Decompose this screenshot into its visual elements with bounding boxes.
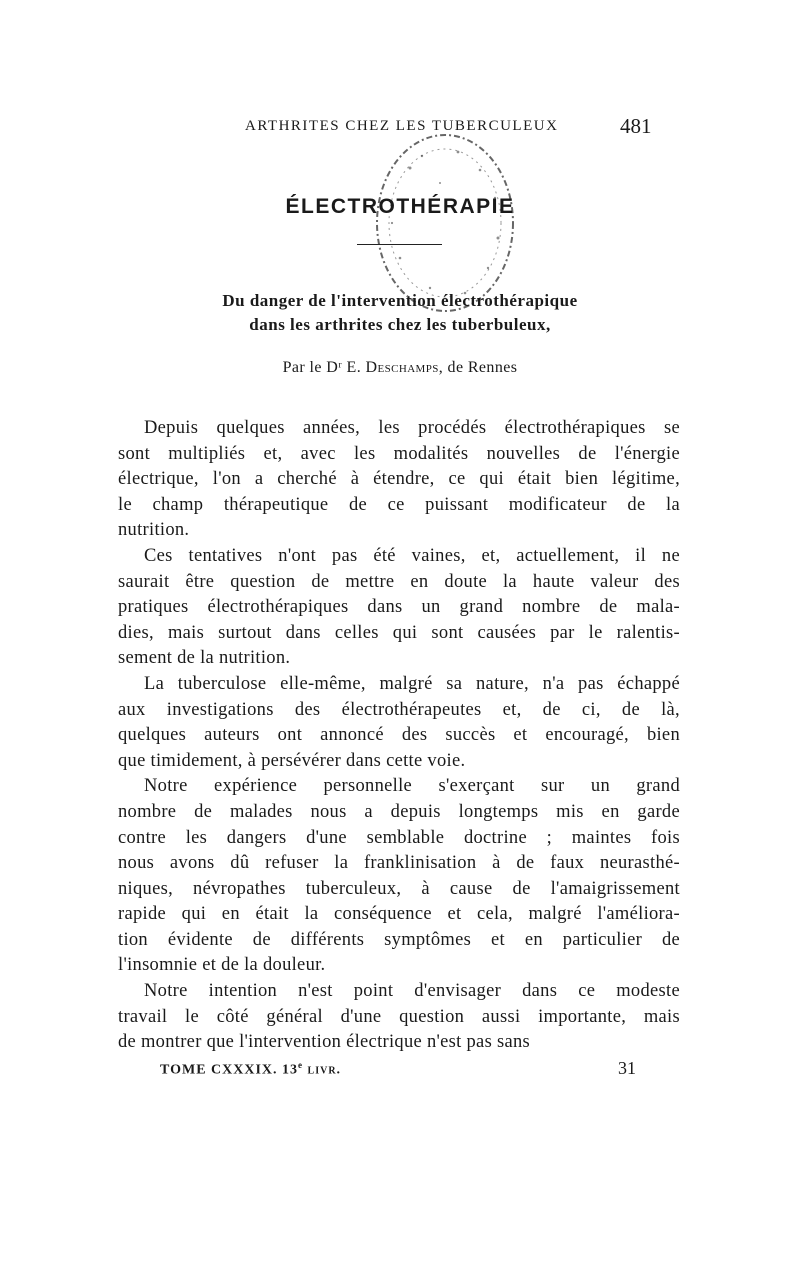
text-line: rapide qui en était la conséquence et cela, malgré l'améliora- (118, 904, 680, 925)
article-title (0, 289, 800, 337)
running-head: ARTHRITES CHEZ LES TUBERCULEUX (245, 118, 559, 134)
text-line: saurait être question de mettre en doute la haute valeur des (118, 571, 680, 592)
text-line: sement de la nutrition. (118, 648, 291, 669)
text-line: La tuberculose elle-même, malgré sa nature, n'a pas échappé (144, 673, 680, 694)
signature-suffix: livr. (303, 1062, 342, 1078)
article-title-line-1: Du danger de l'intervention électrothérapique (222, 291, 578, 310)
text-line: le champ thérapeutique de ce puissant modificateur de la (118, 494, 680, 515)
title-rule (357, 244, 442, 245)
text-line: Notre expérience personnelle s'exerçant sur un grand (144, 776, 680, 797)
text-line: contre les dangers d'une semblable doctrine ; maintes fois (118, 827, 680, 848)
byline-author: Deschamps (365, 359, 439, 376)
page-number: 481 (620, 114, 652, 138)
text-line: nombre de malades nous a depuis longtemps mis en garde (118, 801, 680, 822)
section-title: ÉLECTROTHÉRAPIE (285, 195, 515, 218)
text-line: l'insomnie et de la douleur. (118, 955, 326, 976)
signature-number: 31 (618, 1058, 636, 1078)
text-line: dies, mais surtout dans celles qui sont causées par le ralentis- (118, 622, 680, 643)
text-line: de montrer que l'intervention électrique n'est pas sans (118, 1032, 531, 1053)
text-line: nous avons dû refuser la franklinisation à de faux neurasthé- (118, 853, 680, 874)
text-line: que timidement, à persévérer dans cette voie. (118, 750, 466, 771)
text-line: Depuis quelques années, les procédés électrothérapiques se (144, 418, 680, 438)
text-line: quelques auteurs ont annoncé des succès et encouragé, bien (118, 725, 680, 746)
signature-prefix: TOME CXXXIX. 13 (160, 1062, 299, 1078)
text-line: niques, névropathes tuberculeux, à cause de l'amaigrissement (118, 878, 680, 899)
text-line: aux investigations des électrothérapeutes et, de ci, de là, (118, 699, 680, 720)
text-line: tion évidente de différents symptômes et en particulier de (118, 929, 680, 950)
text-line: Notre intention n'est point d'envisager dans ce modeste (144, 981, 680, 1002)
article-title-line-2: dans les arthrites chez les tuberbuleux, (249, 315, 551, 334)
text-line: Ces tentatives n'ont pas été vaines, et, actuellement, il ne (144, 545, 680, 566)
paragraph (118, 774, 680, 979)
signature-sup: e (298, 1060, 304, 1070)
text-line: sont multipliés et, avec les modalités nouvelles de l'énergie (118, 443, 680, 464)
byline (0, 359, 800, 377)
text-line: nutrition. (118, 520, 190, 541)
paragraph (118, 416, 680, 544)
text-line: électrique, l'on a cherché à étendre, ce qui était bien légitime, (118, 469, 680, 490)
text-line: pratiques électrothérapiques dans un grand nombre de mala- (118, 597, 680, 618)
printer-signature (160, 1060, 341, 1079)
byline-suffix: , de Rennes (438, 359, 518, 376)
paragraph (118, 672, 680, 774)
paragraph (118, 979, 680, 1056)
paragraph (118, 544, 680, 672)
body-text (118, 416, 680, 1056)
text-line: travail le côté général d'une question aussi importante, mais (118, 1006, 680, 1027)
byline-prefix: Par le Dʳ E. (282, 359, 366, 376)
